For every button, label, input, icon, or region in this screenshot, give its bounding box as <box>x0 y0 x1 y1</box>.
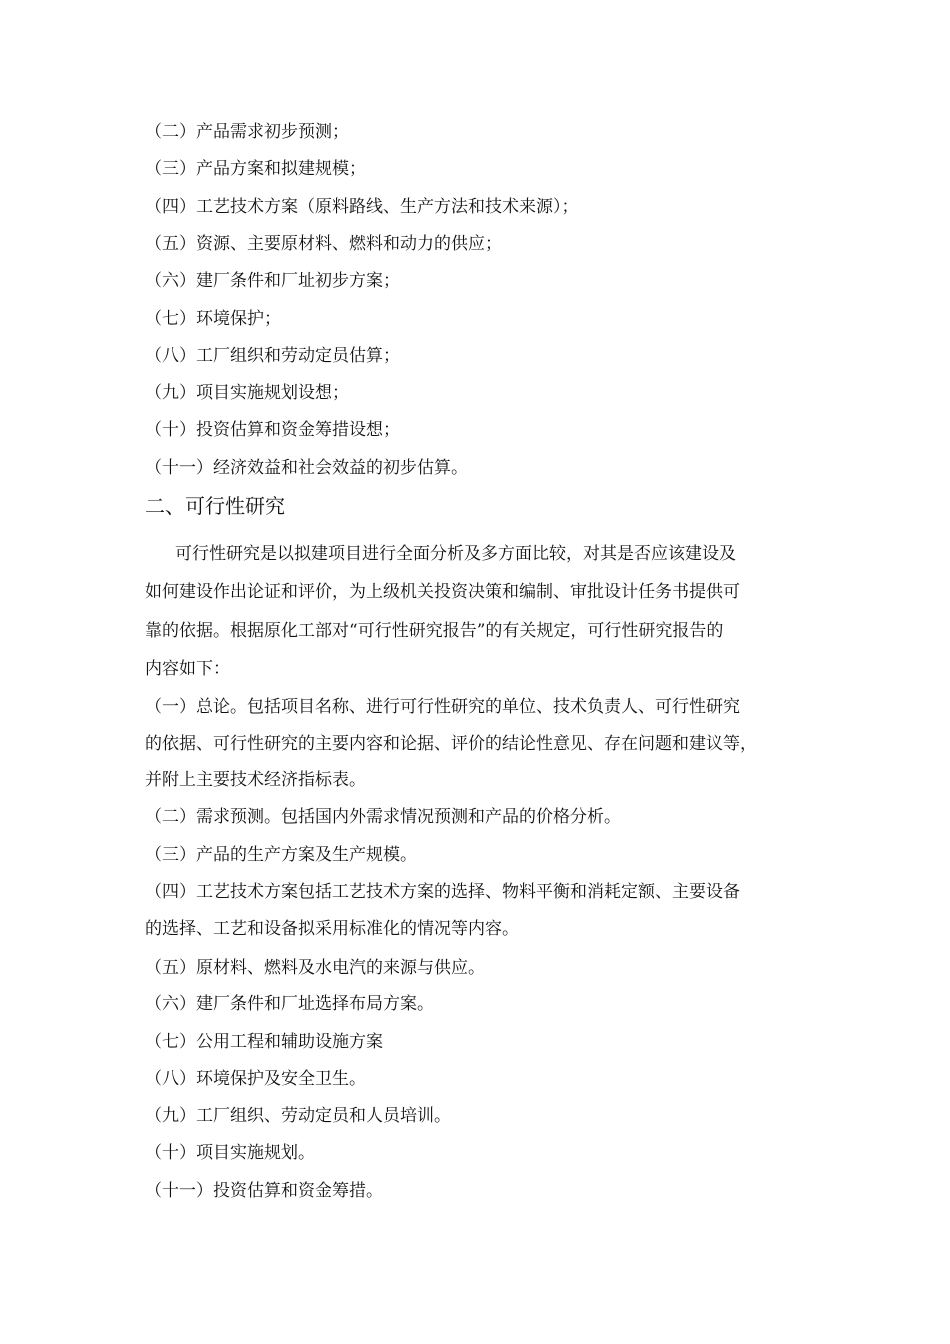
list-item: （二）产品需求初步预测； <box>145 122 349 142</box>
list-item: 并附上主要技术经济指标表。 <box>145 770 366 790</box>
list-item: （三）产品的生产方案及生产规模。 <box>145 845 417 865</box>
list-item: （九）工厂组织、劳动定员和人员培训。 <box>145 1106 451 1126</box>
list-item: （三）产品方案和拟建规模； <box>145 159 366 179</box>
list-item: （四）工艺技术方案包括工艺技术方案的选择、物料平衡和消耗定额、主要设备 <box>145 882 740 902</box>
list-item: （七）公用工程和辅助设施方案 <box>145 1032 383 1052</box>
list-item: （五）原材料、燃料及水电汽的来源与供应。 <box>145 958 485 978</box>
paragraph-line: 靠的依据。根据原化工部对“可行性研究报告”的有关规定，可行性研究报告的 <box>145 621 724 641</box>
list-item: （六）建厂条件和厂址初步方案； <box>145 271 400 291</box>
list-item: （十一）投资估算和资金筹措。 <box>145 1181 383 1201</box>
list-item: （十一）经济效益和社会效益的初步估算。 <box>145 458 468 478</box>
paragraph-line: 可行性研究是以拟建项目进行全面分析及多方面比较，对其是否应该建设及 <box>175 544 736 564</box>
list-item: 的依据、可行性研究的主要内容和论据、评价的结论性意见、存在问题和建议等， <box>145 734 757 754</box>
list-item: （一）总论。包括项目名称、进行可行性研究的单位、技术负责人、可行性研究 <box>145 697 740 717</box>
list-item: （二）需求预测。包括国内外需求情况预测和产品的价格分析。 <box>145 807 621 827</box>
list-item: （七）环境保护； <box>145 309 281 329</box>
list-item: 的选择、工艺和设备拟采用标准化的情况等内容。 <box>145 919 519 939</box>
list-item: （四）工艺技术方案（原料路线、生产方法和技术来源）； <box>145 197 579 217</box>
list-item: （九）项目实施规划设想； <box>145 383 349 403</box>
list-item: （五）资源、主要原材料、燃料和动力的供应； <box>145 234 502 254</box>
list-item: （八）工厂组织和劳动定员估算； <box>145 346 400 366</box>
paragraph-line: 内容如下： <box>145 659 230 679</box>
paragraph-line: 如何建设作出论证和评价，为上级机关投资决策和编制、审批设计任务书提供可 <box>145 582 740 602</box>
list-item: （六）建厂条件和厂址选择布局方案。 <box>145 994 434 1014</box>
section-heading: 二、可行性研究 <box>145 494 285 518</box>
list-item: （八）环境保护及安全卫生。 <box>145 1069 366 1089</box>
list-item: （十）项目实施规划。 <box>145 1143 315 1163</box>
list-item: （十）投资估算和资金筹措设想； <box>145 420 400 440</box>
